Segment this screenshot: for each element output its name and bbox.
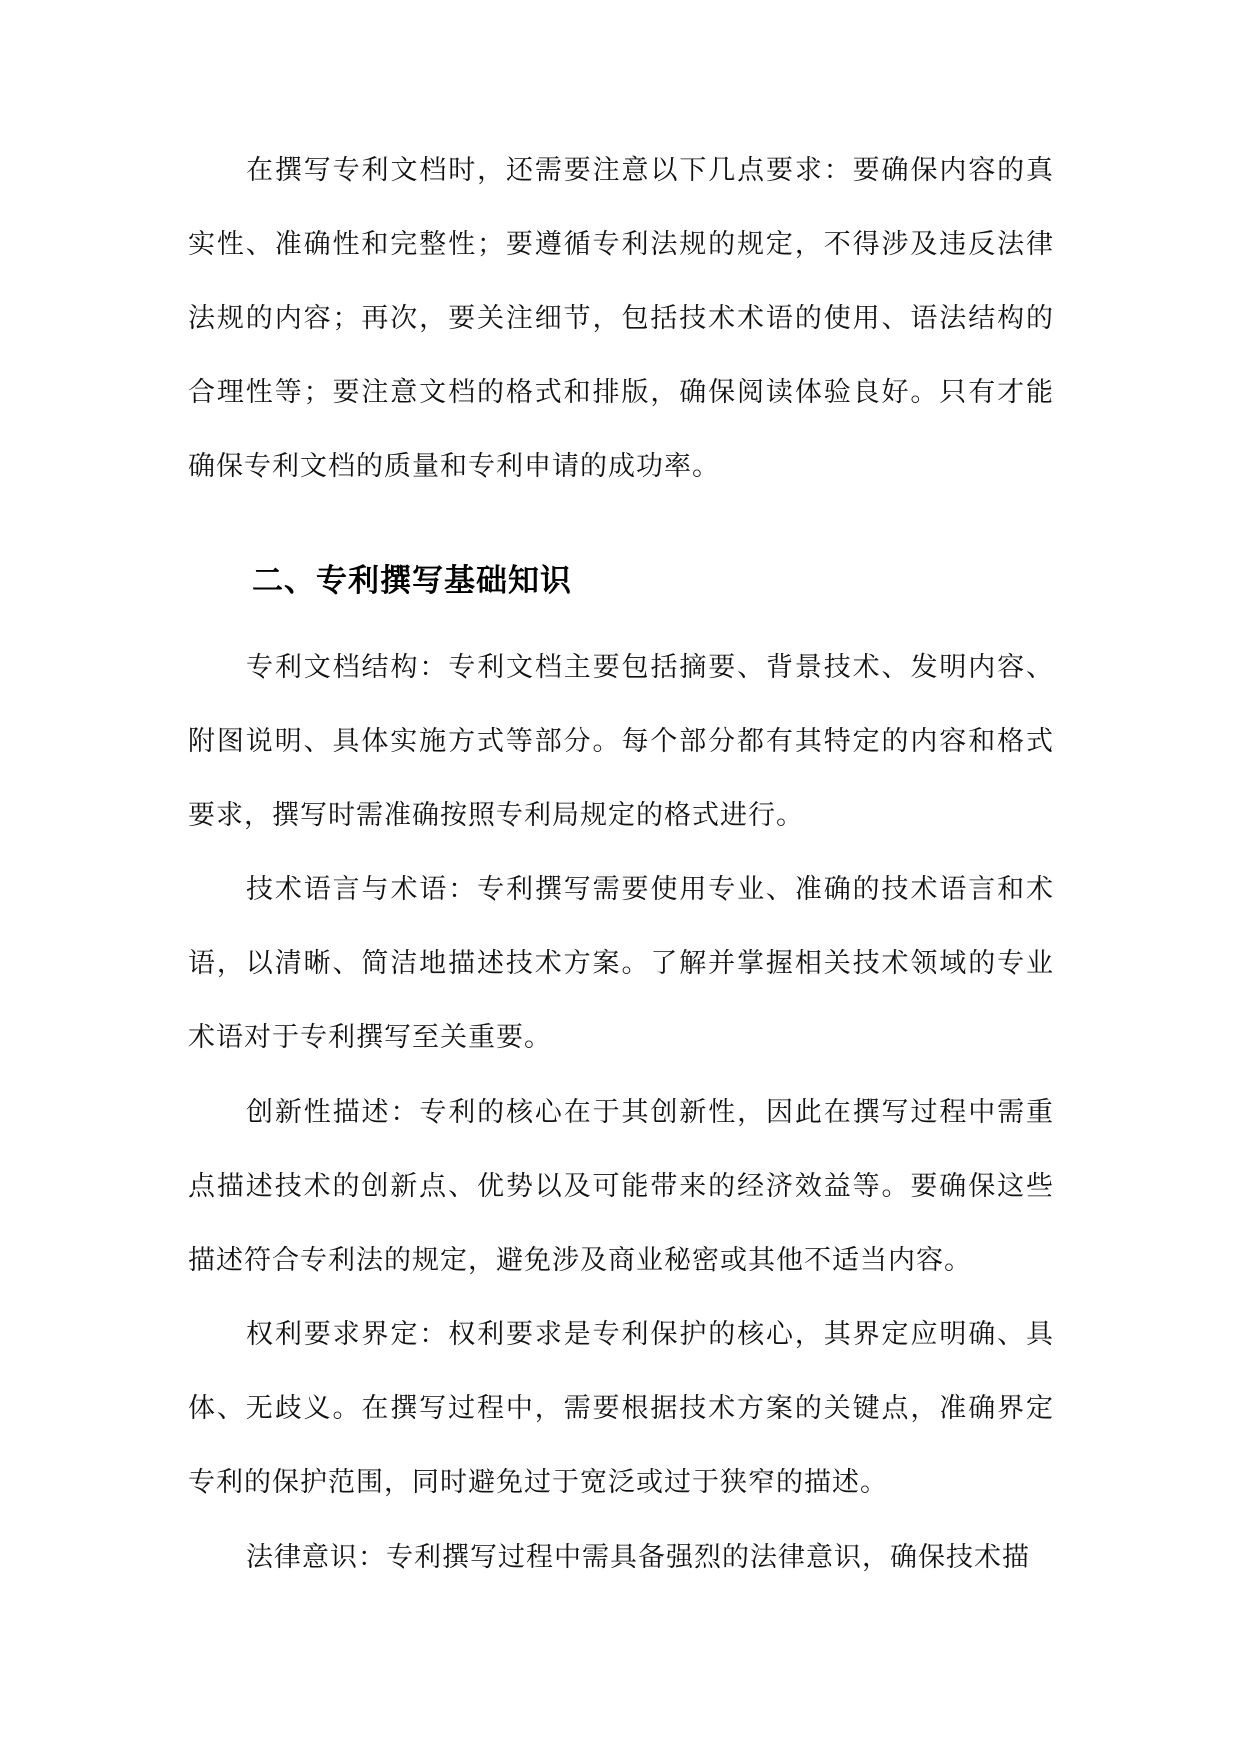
paragraph-requirements: 在撰写专利文档时，还需要注意以下几点要求：要确保内容的真实性、准确性和完整性；要遵循专利法规的规定，不得涉及违反法律法规的内容；再次，要关注细节，包括技术术语的使用、语法结构的合理性等；要注意文档的格式和排版，确保阅读体验良好。只有才能确保专利文档的质量和专利申请的成功率。 xyxy=(188,155,1054,482)
paragraph-claims: 权利要求界定：权利要求是专利保护的核心，其界定应明确、具体、无歧义。在撰写过程中，需要根据技术方案的关键点，准确界定专利的保护范围，同时避免过于宽泛或过于狭窄的描述。 xyxy=(188,1319,1054,1498)
paragraph-legal-awareness: 法律意识：专利撰写过程中需具备强烈的法律意识，确保技术描 xyxy=(246,1542,1030,1573)
paragraph-terminology: 技术语言与术语：专利撰写需要使用专业、准确的技术语言和术语，以清晰、简洁地描述技术方案。了解并掌握相关技术领域的专业术语对于专利撰写至关重要。 xyxy=(188,874,1054,1053)
paragraph-structure: 专利文档结构：专利文档主要包括摘要、背景技术、发明内容、附图说明、具体实施方式等部分。每个部分都有其特定的内容和格式要求，撰写时需准确按照专利局规定的格式进行。 xyxy=(188,652,1054,831)
section-heading: 二、专利撰写基础知识 xyxy=(252,563,572,599)
paragraph-innovation: 创新性描述：专利的核心在于其创新性，因此在撰写过程中需重点描述技术的创新点、优势以及可能带来的经济效益等。要确保这些描述符合专利法的规定，避免涉及商业秘密或其他不适当内容。 xyxy=(188,1097,1054,1276)
